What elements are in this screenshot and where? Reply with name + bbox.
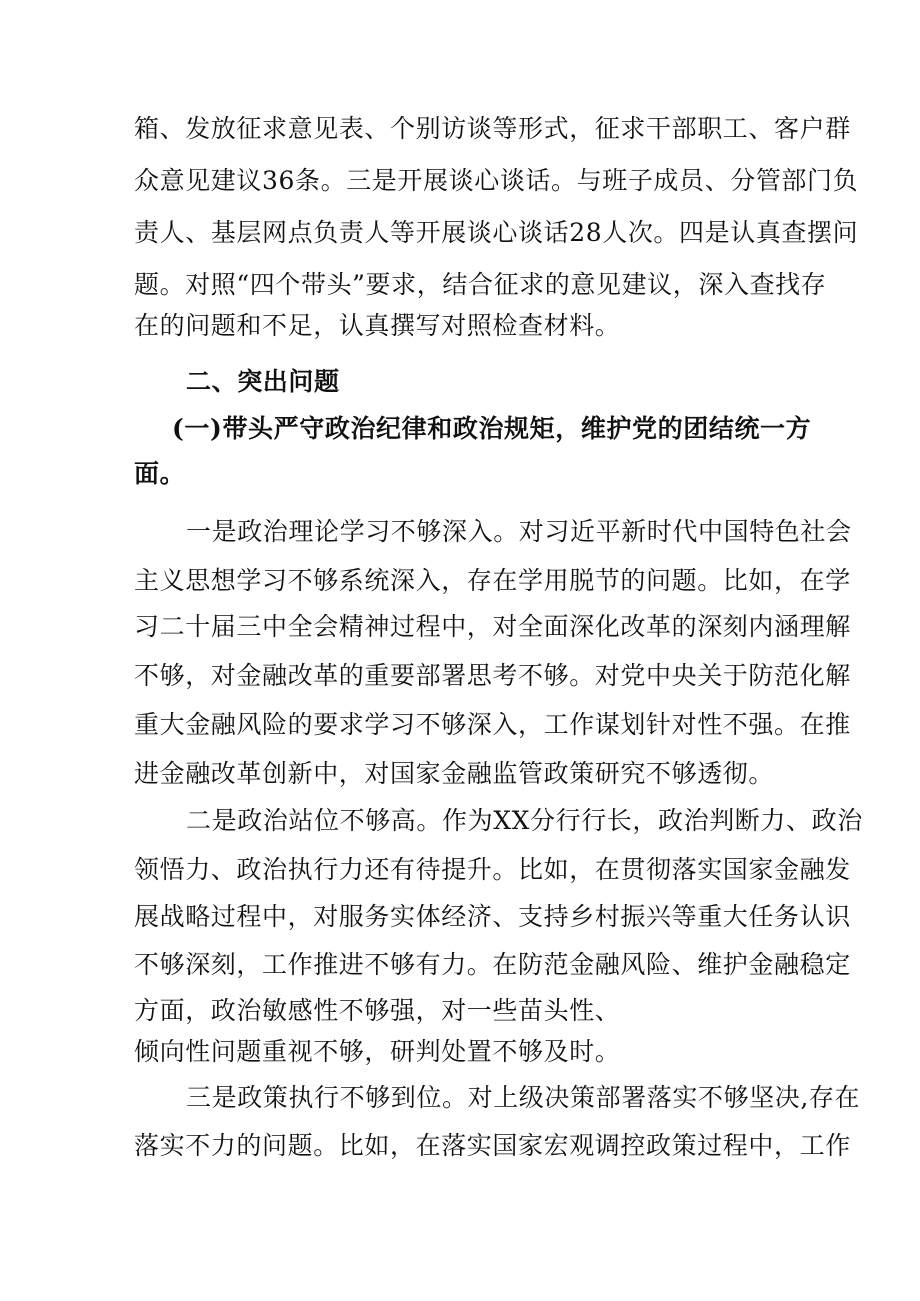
subsection-heading: 面。 (134, 459, 186, 488)
paragraph-line: 倾向性问题重视不够，研判处置不够及时。 (134, 1037, 621, 1066)
paragraph-line: 不够深刻，工作推进不够有力。在防范金融风险、维护金融稳定 (134, 950, 851, 979)
subsection-heading: (一)带头严守政治纪律和政治规矩，维护党的团结统一方 (172, 414, 812, 443)
paragraph-line: 方面，政治敏感性不够强，对一些苗头性、 (134, 996, 621, 1025)
paragraph-line: 领悟力、政治执行力还有待提升。比如，在贯彻落实国家金融发 (134, 855, 851, 884)
paragraph-line: 一是政治理论学习不够深入。对习近平新时代中国特色社会 (186, 517, 852, 546)
paragraph-line: 不够，对金融改革的重要部署思考不够。对党中央关于防范化解 (134, 661, 851, 690)
paragraph-line: 题。对照“四个带头”要求，结合征求的意见建议，深入查找存 (134, 270, 827, 299)
paragraph-line: 落实不力的问题。比如，在落实国家宏观调控政策过程中，工作 (134, 1131, 851, 1160)
section-heading: 二、突出问题 (186, 367, 340, 396)
paragraph-line: 责人、基层网点负责人等开展谈心谈话28人次。四是认真查摆问 (134, 218, 859, 247)
paragraph-line: 习二十届三中全会精神过程中，对全面深化改革的深刻内涵理解 (134, 612, 851, 641)
paragraph-line: 二是政治站位不够高。作为XX分行行长，政治判断力、政治 (186, 806, 863, 835)
paragraph-line: 进金融改革创新中，对国家金融监管政策研究不够透彻。 (134, 759, 775, 788)
paragraph-line: 重大金融风险的要求学习不够深入，工作谋划针对性不强。在推 (134, 710, 851, 739)
paragraph-line: 箱、发放征求意见表、个别访谈等形式，征求干部职工、客户群 (134, 114, 851, 143)
paragraph-line: 主义思想学习不够系统深入，存在学用脱节的问题。比如，在学 (134, 566, 851, 595)
paragraph-line: 三是政策执行不够到位。对上级决策部署落实不够坚决,存在 (186, 1083, 861, 1112)
paragraph-line: 在的问题和不足，认真撰写对照检查材料。 (134, 311, 621, 340)
paragraph-line: 众意见建议36条。三是开展谈心谈话。与班子成员、分管部门负 (134, 166, 859, 195)
paragraph-line: 展战略过程中，对服务实体经济、支持乡村振兴等重大任务认识 (134, 902, 851, 931)
